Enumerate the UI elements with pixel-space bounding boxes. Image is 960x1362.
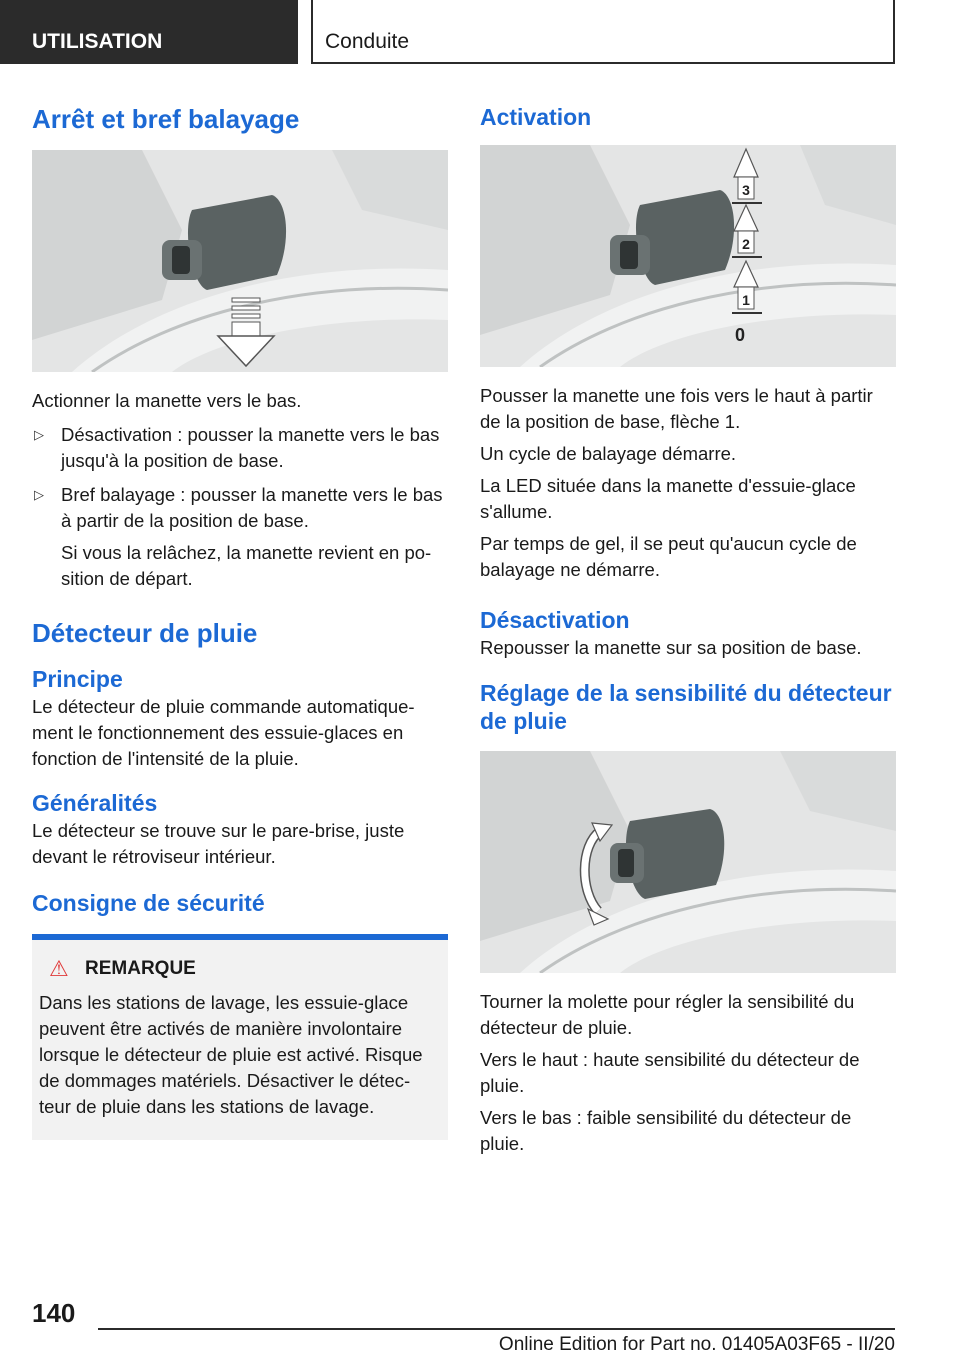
header-chapter-tab [311, 0, 895, 64]
para-relachez: Si vous la relâchez, la manette revient en po-sition de départ. [61, 542, 432, 589]
para-desactivation: Repousser la manette sur sa position de base. [480, 637, 862, 658]
notice-box [32, 934, 448, 1140]
bullet-bref-balayage [32, 482, 448, 534]
triangle-right-icon: ▷ [34, 427, 44, 442]
stalk-up-illustration [480, 145, 896, 367]
triangle-right-icon: ▷ [34, 487, 44, 502]
heading-generalites: Généralités [32, 790, 158, 816]
notice-text: Dans les stations de lavage, les essuie-glace peuvent être activés de manière involontaire lorsque le détecteur de pluie est activé. Risque de dommages matériels. Désactiver le détec-teur de pluie dans les stations de lavage. [39, 992, 423, 1117]
footer-divider [98, 1328, 895, 1330]
left-column [32, 100, 448, 1140]
para-principe: Le détecteur de pluie commande automatique-ment le fonctionnement des essuie-glaces en fonction de l'intensité de la pluie. [32, 696, 415, 769]
warning-triangle-icon: ⚠ [49, 956, 69, 981]
figure-stalk-down [32, 150, 448, 372]
para-activation-2: Un cycle de balayage démarre. [480, 443, 737, 464]
bullet-desactivation [32, 422, 448, 474]
stalk-down-illustration [32, 150, 448, 372]
para-reglage-1: Tourner la molette pour régler la sensibilité du détecteur de pluie. [480, 991, 855, 1038]
header-chapter-label: Conduite [325, 30, 410, 53]
header-section-label: UTILISATION [32, 30, 163, 53]
fig-label-3: 3 [742, 182, 750, 198]
heading-activation: Activation [480, 104, 592, 130]
fig-label-1: 1 [742, 292, 750, 308]
notice-label: REMARQUE [85, 958, 196, 979]
heading-detecteur-pluie: Détecteur de pluie [32, 618, 258, 648]
bullet-list [32, 422, 448, 534]
header-section-tab [0, 0, 298, 64]
footer-edition: Online Edition for Part no. 01405A03F65 - II/20 [498, 1334, 895, 1355]
heading-arret-balayage: Arrêt et bref balayage [32, 104, 300, 134]
fig-label-2: 2 [742, 236, 750, 252]
fig-label-0: 0 [734, 325, 746, 345]
para-activation-4: Par temps de gel, il se peut qu'aucun cycle de balayage ne démarre. [480, 533, 857, 580]
sensitivity-wheel-illustration [480, 751, 896, 973]
figure-sensitivity-wheel [480, 751, 896, 973]
heading-consigne-securite: Consigne de sécurité [32, 890, 265, 916]
bullet-bref-text: Bref balayage : pousser la manette vers le bas à partir de la position de base. [61, 484, 443, 531]
figure-stalk-up [480, 145, 896, 367]
bullet-desactivation-text: Désactivation : pousser la manette vers le bas jusqu'à la position de base. [61, 424, 440, 471]
notice-header [39, 956, 440, 982]
heading-desactivation: Désactivation [480, 607, 630, 633]
para-activation-3: La LED située dans la manette d'essuie-glace s'allume. [480, 475, 856, 522]
para-activation-1: Pousser la manette une fois vers le haut à partir de la position de base, flèche 1. [480, 385, 873, 432]
right-column [480, 100, 896, 1157]
para-reglage-3: Vers le bas : faible sensibilité du détecteur de pluie. [480, 1107, 852, 1154]
page-number: 140 [32, 1298, 76, 1328]
heading-reglage-sensibilite: Réglage de la sensibilité du détecteur de pluie [480, 680, 892, 734]
heading-principe: Principe [32, 666, 123, 692]
para-actionner: Actionner la manette vers le bas. [32, 390, 302, 411]
para-generalites: Le détecteur se trouve sur le pare-brise, juste devant le rétroviseur intérieur. [32, 820, 405, 867]
para-reglage-2: Vers le haut : haute sensibilité du détecteur de pluie. [480, 1049, 860, 1096]
